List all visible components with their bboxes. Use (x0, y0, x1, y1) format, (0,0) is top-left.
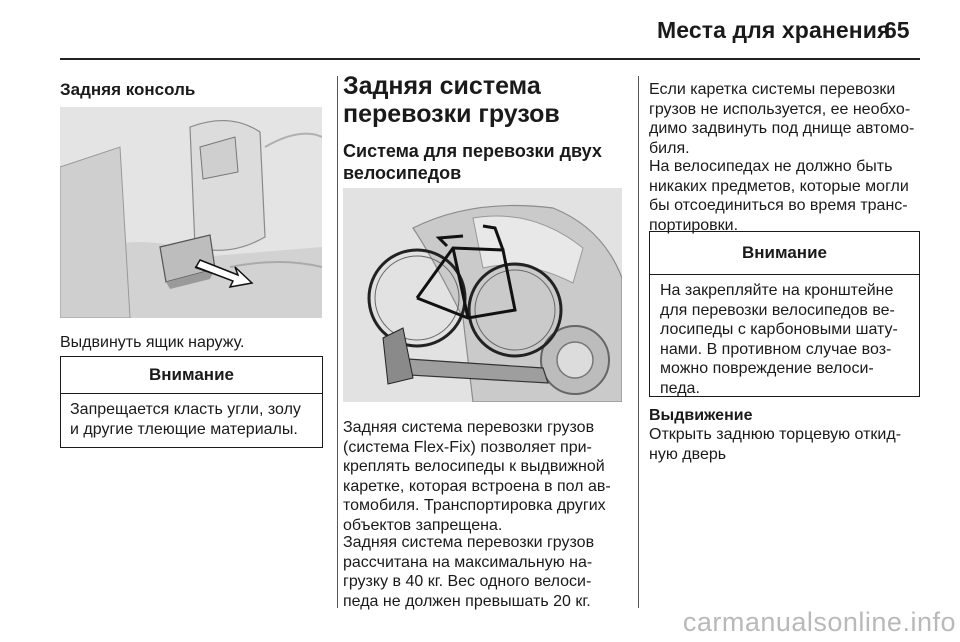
left-notice-text: Запрещается класть угли, золу и другие тлеющие материалы. (70, 401, 301, 438)
rear-console-illustration (60, 107, 322, 318)
column-divider-1 (337, 76, 338, 608)
bike-carrier-subtitle: Система для перевозки двух велосипедов (343, 141, 602, 183)
rear-console-caption: Выдвинуть ящик наружу. (60, 334, 245, 351)
left-notice-title: Внимание (61, 357, 322, 394)
left-notice-box (60, 356, 323, 448)
page-number: 65 (884, 17, 910, 43)
right-para-2: На велосипедах не должно быть никаких предметов, которые могли бы отсоединиться во время транс- портировки. (649, 158, 909, 234)
extension-instruction: Открыть заднюю торцевую откид- ную дверь (649, 426, 902, 463)
right-notice-title: Внимание (650, 232, 919, 275)
header-rule (60, 58, 920, 60)
right-notice-text: На закрепляйте на кронштейне для перевозки велосипедов ве- лосипеды с карбоновыми шату- нами. В противном случае воз- можно повреждение велоси- педа. (660, 282, 898, 397)
watermark: carmanualsonline.info (682, 607, 956, 637)
page-header-title: Места для хранения (657, 17, 891, 43)
section-title: Задняя система перевозки грузов (343, 72, 560, 128)
column-divider-2 (638, 76, 639, 608)
extension-subheading: Выдвижение (649, 407, 753, 424)
bike-carrier-drawing (343, 188, 622, 402)
bike-carrier-para-2: Задняя система перевозки грузов рассчитана на максимальную на- грузку в 40 кг. Вес одного велоси- педа не должен превышать 20 кг. (343, 534, 595, 610)
right-notice-box (649, 231, 920, 397)
bike-carrier-illustration (343, 188, 622, 402)
right-para-1: Если каретка системы перевозки грузов не используется, ее необхо- димо задвинуть под днище автомо- биля. (649, 81, 915, 157)
console-drawer-drawing (60, 107, 322, 318)
bike-carrier-para-1: Задняя система перевозки грузов (система Flex-Fix) позволяет при- креплять велосипеды к выдвижной каретке, которая встроена в пол ав- томобиля. Транспортировка других объектов запрещена. (343, 419, 611, 534)
rear-console-heading: Задняя консоль (60, 80, 196, 99)
